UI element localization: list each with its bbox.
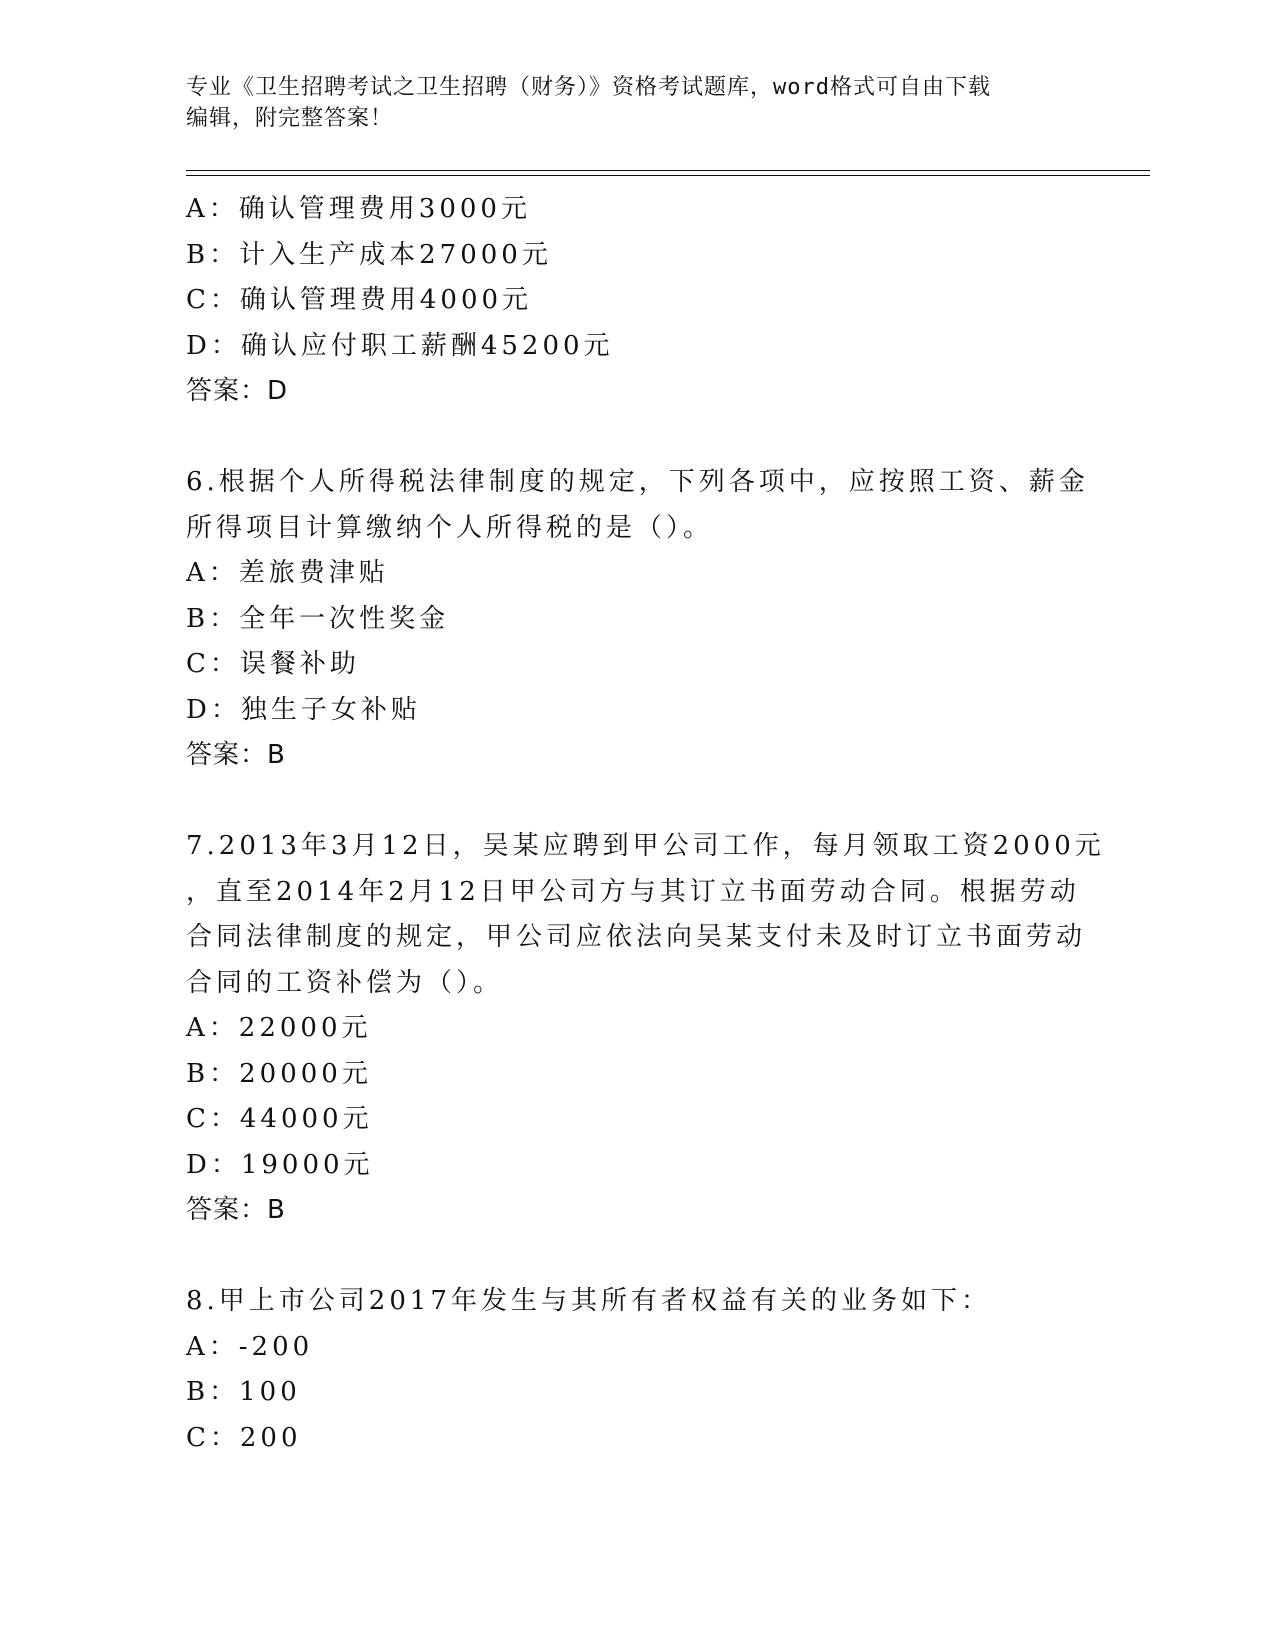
option-a: A：确认管理费用3000元	[186, 194, 531, 224]
option-a: A：22000元	[186, 1013, 372, 1043]
question-7	[186, 824, 1105, 1234]
option-c: C：确认管理费用4000元	[186, 285, 533, 315]
option-a: A：-200	[186, 1331, 314, 1362]
option-c: C：200	[186, 1422, 302, 1453]
question-text-line: 合同法律制度的规定，甲公司应依法向吴某支付未及时订立书面劳动	[186, 922, 1087, 952]
option-c: C：误餐补助	[186, 649, 360, 679]
question-text-line: 6.根据个人所得税法律制度的规定，下列各项中，应按照工资、薪金	[186, 467, 1089, 497]
option-a: A：差旅费津贴	[186, 558, 389, 588]
option-d: D：独生子女补贴	[186, 694, 421, 725]
option-b: B：100	[186, 1377, 301, 1407]
spacer	[186, 779, 1086, 825]
option-c: C：44000元	[186, 1104, 373, 1134]
option-b: B：计入生产成本27000元	[186, 239, 552, 270]
question-6	[186, 460, 1089, 779]
question-5	[186, 187, 1086, 415]
question-8	[186, 1279, 1086, 1461]
option-b: B：全年一次性奖金	[186, 603, 450, 634]
header-rule-top	[186, 170, 1150, 171]
question-list	[186, 187, 1105, 1461]
header-line-2: 编辑，附完整答案！	[186, 106, 394, 131]
option-b: B：20000元	[186, 1058, 372, 1089]
question-text-line: 合同的工资补偿为（）。	[186, 967, 504, 998]
answer-line: 答案：B	[186, 1195, 286, 1225]
question-text-line: 7.2013年3月12日，吴某应聘到甲公司工作，每月领取工资2000元	[186, 831, 1105, 861]
spacer	[186, 1234, 1086, 1280]
option-d: D：确认应付职工薪酬45200元	[186, 330, 614, 361]
answer-line: 答案：D	[186, 376, 289, 406]
answer-line: 答案：B	[186, 740, 286, 770]
spacer	[186, 415, 1086, 461]
document-header	[186, 72, 1086, 134]
question-text-line: 所得项目计算缴纳个人所得税的是（）。	[186, 512, 714, 543]
option-d: D：19000元	[186, 1149, 374, 1180]
header-rule-bottom	[186, 175, 1150, 176]
header-line-1: 专业《卫生招聘考试之卫生招聘（财务）》资格考试题库，word格式可自由下载	[186, 75, 991, 100]
question-text-line: 8.甲上市公司2017年发生与其所有者权益有关的业务如下：	[186, 1286, 991, 1316]
question-text-line: ，直至2014年2月12日甲公司方与其订立书面劳动合同。根据劳动	[186, 876, 1080, 907]
